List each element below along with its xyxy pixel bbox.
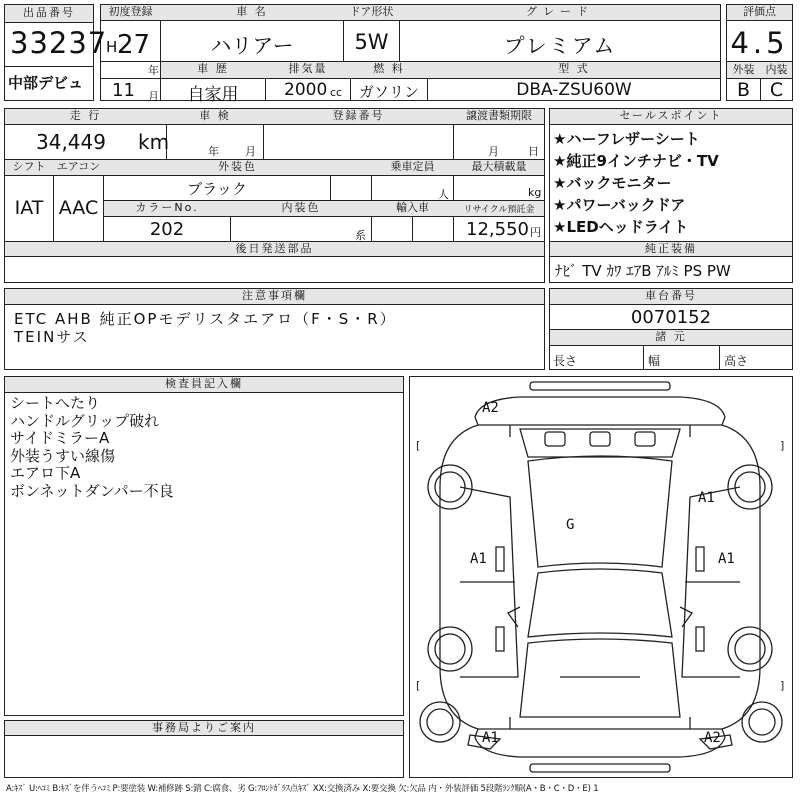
notes-line: ETC AHB 純正OPモデリスタエアロ（F・S・R） xyxy=(14,310,397,328)
sales-point-item: ★LEDヘッドライト xyxy=(553,218,689,236)
reg-no-label: 登録番号 xyxy=(332,109,385,122)
rear-glass-outline xyxy=(520,429,680,457)
load-unit: kg xyxy=(528,186,542,199)
displacement: 2000 xyxy=(284,80,328,100)
int-color-unit: 系 xyxy=(355,229,366,242)
chassis-number: 0070152 xyxy=(630,307,712,328)
damage-legend: A:ｷｽﾞ U:ﾍｺﾐ B:ｷｽﾞを伴うﾍｺﾐ P:要塗装 W:補修跡 S:錆 C:腐食、劣 G:ﾌﾛﾝﾄｶﾞﾗｽ点ｷｽﾞ XX:交換済み X:要交換 欠:欠品 内・外装評価 5段階ﾗﾝｸ順(A・B・C・D・E) 1 xyxy=(6,784,599,794)
notes-line: TEINサス xyxy=(14,328,90,346)
svg-text:]: ] xyxy=(780,439,785,452)
interior-grade: C xyxy=(769,79,784,101)
car-name-label: 車 名 xyxy=(236,5,268,18)
car-damage-diagram xyxy=(410,377,792,777)
color-no: 202 xyxy=(149,219,185,240)
roof-outline xyxy=(528,456,672,567)
recycle-fee: 12,550 xyxy=(466,219,529,240)
notes-label: 注意事項欄 xyxy=(242,289,307,302)
sales-points-list xyxy=(553,128,719,238)
sales-point-item: ★パワーバックドア xyxy=(553,196,686,214)
door-label: ドア形状 xyxy=(349,5,394,18)
color-no-label: カラーNo. xyxy=(135,201,199,214)
damage-mark-front-left: A1 xyxy=(482,730,499,746)
year-unit: 年 xyxy=(148,64,159,77)
inspector-note: シートへたり xyxy=(10,394,101,412)
windshield-outline xyxy=(528,569,672,637)
inspection-year-unit: 年 xyxy=(208,145,219,158)
sales-point-item: ★バックモニター xyxy=(553,174,672,192)
exterior-label: 外装 xyxy=(732,63,755,76)
later-parts-label: 後日発送部品 xyxy=(235,242,314,255)
inspection-month-unit: 月 xyxy=(245,145,256,158)
color-label: 外装色 xyxy=(218,160,257,173)
reg-month: 11 xyxy=(112,80,135,101)
history: 自家用 xyxy=(187,85,239,105)
sales-point-item: ★ハーフレザーシート xyxy=(553,130,700,148)
exterior-color: ブラック xyxy=(187,180,247,198)
svg-text:]: ] xyxy=(780,679,785,692)
score: 4.5 xyxy=(730,26,789,60)
import-label: 輸入車 xyxy=(396,201,429,214)
notes-body xyxy=(14,310,397,346)
front-lip-outline xyxy=(530,764,670,772)
history-label: 車 歴 xyxy=(197,62,229,75)
grade: プレミアム xyxy=(503,34,617,58)
damage-mark-rear-bumper: A2 xyxy=(482,400,499,416)
right-mirror-outline xyxy=(680,607,692,627)
transfer-label: 譲渡書類期限 xyxy=(466,109,532,122)
transfer-day-unit: 日 xyxy=(528,145,539,158)
sales-points-label: セールスポイント xyxy=(619,109,723,122)
displacement-label: 排気量 xyxy=(288,62,328,75)
shift: IAT xyxy=(14,197,44,219)
score-label: 評価点 xyxy=(743,5,776,18)
left-body-outline xyxy=(440,425,478,729)
capacity-label: 乗車定員 xyxy=(390,160,435,173)
grade-label: グレード xyxy=(526,5,594,18)
inspector-note: サイドミラーA xyxy=(10,429,110,447)
recycle-unit: 円 xyxy=(530,226,541,239)
fuel: ガソリン xyxy=(358,83,419,101)
length-label: 長さ xyxy=(553,354,578,368)
reg-year: 27 xyxy=(117,30,151,60)
equipment-label: 純正装備 xyxy=(645,242,697,255)
width-label: 幅 xyxy=(648,354,661,368)
inspector-notes xyxy=(10,395,174,500)
mileage: 34,449 xyxy=(36,130,106,154)
left-mirror-outline xyxy=(508,607,520,627)
door-type: 5W xyxy=(354,30,389,54)
first-reg-label: 初度登録 xyxy=(108,5,153,18)
transfer-month-unit: 月 xyxy=(488,145,499,158)
damage-mark-left-side: A1 xyxy=(470,551,487,567)
lot-no-label: 出品番号 xyxy=(23,6,75,19)
recycle-label: リサイクル預託金 xyxy=(463,205,535,215)
office-label: 事務局よりご案内 xyxy=(152,721,256,734)
damage-mark-front-right: A2 xyxy=(704,730,721,746)
height-label: 高さ xyxy=(724,354,749,368)
damage-mark-right-side: A1 xyxy=(718,551,735,567)
exterior-grade: B xyxy=(736,79,751,101)
dims-label: 諸 元 xyxy=(655,330,687,343)
venue: 中部デビュ xyxy=(8,74,84,92)
load-label: 最大積載量 xyxy=(471,160,527,173)
sales-point-item: ★純正9インチナビ・TV xyxy=(553,152,719,170)
mileage-label: 走 行 xyxy=(69,109,102,122)
hood-outline xyxy=(520,639,680,717)
rear-spoiler-outline xyxy=(530,382,670,390)
inspector-note: ハンドルグリップ破れ xyxy=(10,411,160,430)
capacity-unit: 人 xyxy=(438,188,449,201)
fuel-label: 燃 料 xyxy=(373,62,405,75)
interior-label: 内装 xyxy=(765,63,788,76)
rear-bumper-outline xyxy=(475,397,725,425)
mileage-unit: km xyxy=(138,130,170,154)
lot-no: 33237 xyxy=(10,26,108,60)
model-label: 型 式 xyxy=(558,62,590,75)
int-color-label: 内装色 xyxy=(281,201,321,214)
svg-text:[: [ xyxy=(416,439,421,452)
shift-label: シフト xyxy=(12,160,46,173)
equipment-list: ﾅﾋﾞ TV ｶﾜ ｴｱB ｱﾙﾐ PS PW xyxy=(555,262,731,280)
ac: AAC xyxy=(58,197,99,219)
inspector-note: エアロ下A xyxy=(10,464,81,482)
chassis-label: 車台番号 xyxy=(645,289,697,302)
right-body-outline xyxy=(722,425,760,729)
model-code: DBA-ZSU60W xyxy=(516,80,632,100)
month-unit: 月 xyxy=(148,90,159,103)
displacement-unit: cc xyxy=(330,86,343,99)
inspector-label: 検査員記入欄 xyxy=(165,377,243,390)
era: H xyxy=(106,38,118,56)
damage-mark-roof: G xyxy=(566,517,575,533)
ac-label: エアコン xyxy=(56,160,101,173)
car-name: ハリアー xyxy=(210,34,294,58)
inspector-note: ボンネットダンパー不良 xyxy=(10,481,174,500)
inspection-label: 車 検 xyxy=(199,109,231,122)
inspector-note: 外装うすい線傷 xyxy=(10,446,116,465)
front-bumper-outline xyxy=(475,729,725,757)
svg-text:[: [ xyxy=(416,679,421,692)
damage-mark-right-rear-door: A1 xyxy=(698,490,715,506)
